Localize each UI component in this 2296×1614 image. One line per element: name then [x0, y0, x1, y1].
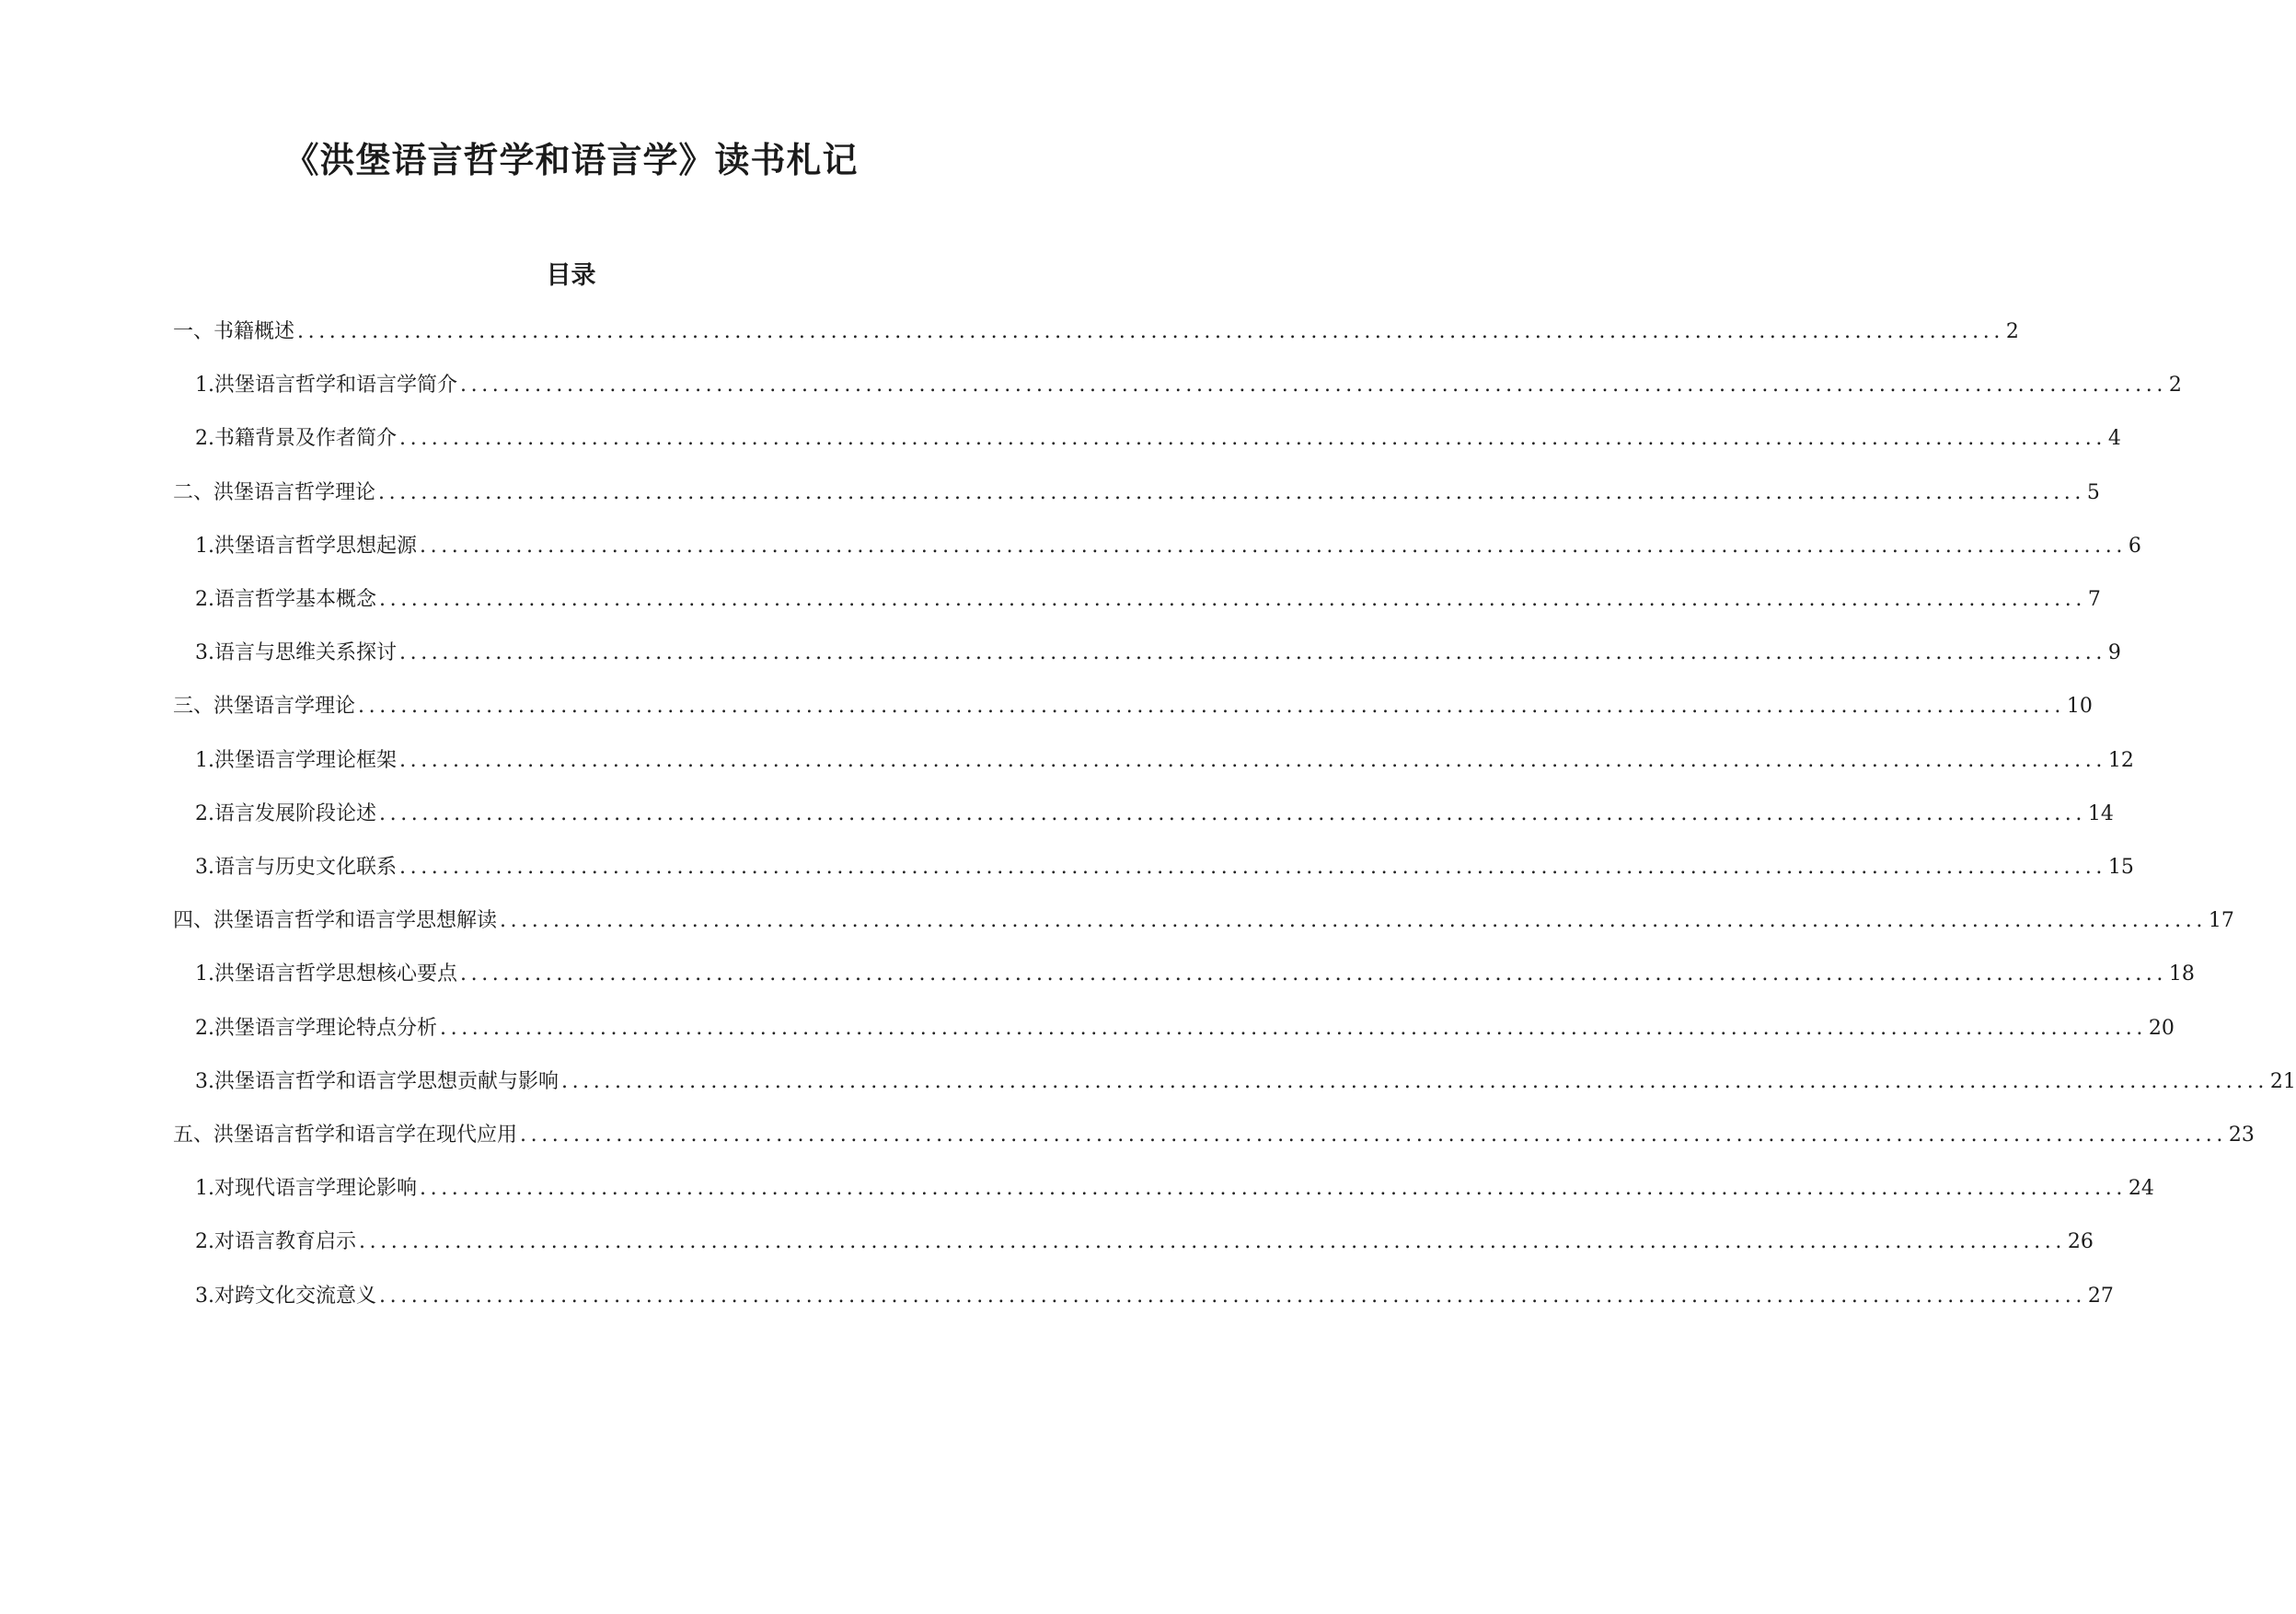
- toc-entry-label: 一、书籍概述: [173, 320, 295, 343]
- toc-entry-label: 三、洪堡语言学理论: [173, 695, 356, 718]
- toc-subsection-link[interactable]: [195, 1228, 2094, 1257]
- toc-entry-label: 洪堡语言哲学思想核心要点: [214, 963, 458, 986]
- toc-page-number: 21: [2269, 1070, 2296, 1093]
- toc-entry-label: 对语言教育启示: [214, 1230, 357, 1253]
- toc-entry-label: 语言发展阶段论述: [214, 802, 377, 825]
- toc-page-number: 17: [2208, 909, 2234, 932]
- toc-page-number: 15: [2107, 856, 2134, 879]
- dot-leader: ................................................................................................................................................................: [379, 588, 2086, 611]
- toc-subsection-link[interactable]: [195, 800, 2114, 829]
- toc-entry-number: 2.: [195, 588, 214, 611]
- dot-leader: ................................................................................................................................................................: [378, 481, 2085, 504]
- toc-entry-number: 1.: [195, 374, 214, 397]
- dot-leader: ................................................................................................................................................................: [561, 1070, 2268, 1093]
- toc-entry-label: 对现代语言学理论影响: [214, 1177, 418, 1200]
- toc-page-number: 24: [2128, 1177, 2154, 1200]
- dot-leader: ................................................................................................................................................................: [420, 535, 2127, 558]
- toc-subsection-link[interactable]: [195, 371, 2182, 400]
- toc-page-number: 7: [2087, 588, 2101, 611]
- toc-entry-number: 2.: [195, 427, 214, 450]
- toc-entry-label: 四、洪堡语言哲学和语言学思想解读: [173, 909, 498, 932]
- toc-page-number: 10: [2066, 695, 2093, 718]
- toc-entry-number: 3.: [195, 1070, 214, 1093]
- toc-entry-label: 对跨文化交流意义: [214, 1285, 377, 1308]
- toc-section-link[interactable]: [173, 317, 2019, 347]
- toc-entry-label: 语言哲学基本概念: [214, 588, 377, 611]
- dot-leader: ................................................................................................................................................................: [399, 749, 2106, 772]
- toc-entry-number: 2.: [195, 802, 214, 825]
- toc-page-number: 9: [2107, 641, 2121, 664]
- toc-section-link[interactable]: [173, 692, 2093, 721]
- toc-page-number: 5: [2086, 481, 2100, 504]
- toc-entry-label: 书籍背景及作者简介: [214, 427, 398, 450]
- toc-entry-label: 洪堡语言哲学思想起源: [214, 535, 418, 558]
- dot-leader: ................................................................................................................................................................: [500, 909, 2207, 932]
- dot-leader: ................................................................................................................................................................: [399, 427, 2106, 450]
- toc-entry-number: 2.: [195, 1017, 214, 1040]
- toc-subsection-link[interactable]: [195, 853, 2134, 882]
- toc-page-number: 6: [2128, 535, 2141, 558]
- dot-leader: ................................................................................................................................................................: [399, 641, 2106, 664]
- dot-leader: ................................................................................................................................................................: [359, 1230, 2066, 1253]
- toc-entry-label: 语言与历史文化联系: [214, 856, 398, 879]
- dot-leader: ................................................................................................................................................................: [420, 1177, 2127, 1200]
- toc-entry-number: 3.: [195, 641, 214, 664]
- dot-leader: ................................................................................................................................................................: [379, 1285, 2086, 1308]
- toc-subsection-link[interactable]: [195, 1282, 2114, 1311]
- dot-leader: ................................................................................................................................................................: [440, 1017, 2147, 1040]
- dot-leader: ................................................................................................................................................................: [399, 856, 2106, 879]
- toc-entry-label: 洪堡语言哲学和语言学思想贡献与影响: [214, 1070, 560, 1093]
- toc-section-link[interactable]: [173, 478, 2100, 508]
- toc-subsection-link[interactable]: [195, 1067, 2296, 1097]
- dot-leader: ................................................................................................................................................................: [379, 802, 2086, 825]
- toc-page-number: 2: [2168, 374, 2182, 397]
- toc-subsection-link[interactable]: [195, 532, 2141, 561]
- toc-entry-label: 洪堡语言学理论框架: [214, 749, 398, 772]
- toc-subsection-link[interactable]: [195, 585, 2101, 615]
- toc-entry-number: 1.: [195, 1177, 214, 1200]
- toc-section-link[interactable]: [173, 906, 2234, 936]
- toc-entry-label: 二、洪堡语言哲学理论: [173, 481, 376, 504]
- dot-leader: ................................................................................................................................................................: [297, 320, 2004, 343]
- toc-page-number: 23: [2228, 1124, 2255, 1147]
- toc-entry-number: 2.: [195, 1230, 214, 1253]
- toc-entry-label: 洪堡语言哲学和语言学简介: [214, 374, 458, 397]
- toc-entry-number: 3.: [195, 856, 214, 879]
- toc-page-number: 4: [2107, 427, 2121, 450]
- toc-subsection-link[interactable]: [195, 960, 2195, 989]
- toc-page-number: 2: [2005, 320, 2019, 343]
- toc-entry-number: 1.: [195, 535, 214, 558]
- dot-leader: ................................................................................................................................................................: [520, 1124, 2227, 1147]
- toc-entry-number: 3.: [195, 1285, 214, 1308]
- toc-page-number: 20: [2148, 1017, 2175, 1040]
- toc-subsection-link[interactable]: [195, 639, 2121, 668]
- toc-page-number: 18: [2168, 963, 2195, 986]
- toc-subsection-link[interactable]: [195, 424, 2121, 454]
- toc-entry-label: 洪堡语言学理论特点分析: [214, 1017, 438, 1040]
- toc-subsection-link[interactable]: [195, 1174, 2154, 1204]
- toc-entry-number: 1.: [195, 963, 214, 986]
- toc-heading: 目录: [546, 261, 596, 290]
- dot-leader: ................................................................................................................................................................: [460, 963, 2167, 986]
- toc-entry-label: 语言与思维关系探讨: [214, 641, 398, 664]
- toc-page-number: 14: [2087, 802, 2114, 825]
- toc-subsection-link[interactable]: [195, 746, 2134, 776]
- toc-section-link[interactable]: [173, 1121, 2255, 1150]
- dot-leader: ................................................................................................................................................................: [358, 695, 2065, 718]
- document-title: 《洪堡语言哲学和语言学》读书札记: [283, 139, 859, 180]
- toc-entry-number: 1.: [195, 749, 214, 772]
- toc-page-number: 26: [2067, 1230, 2094, 1253]
- toc-page-number: 27: [2087, 1285, 2114, 1308]
- toc-page-number: 12: [2107, 749, 2134, 772]
- dot-leader: ................................................................................................................................................................: [460, 374, 2167, 397]
- toc-entry-label: 五、洪堡语言哲学和语言学在现代应用: [173, 1124, 518, 1147]
- toc-subsection-link[interactable]: [195, 1014, 2175, 1043]
